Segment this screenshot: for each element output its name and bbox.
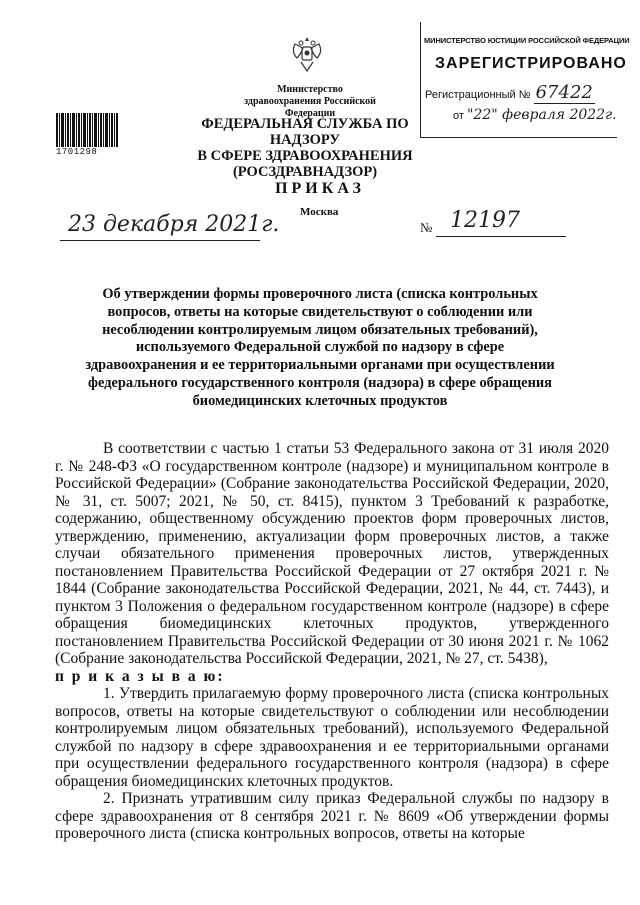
stamp-reg-label: Регистрационный № — [425, 89, 531, 101]
stamp-organization: МИНИСТЕРСТВО ЮСТИЦИИ РОССИЙСКОЙ ФЕДЕРАЦИИ — [424, 36, 630, 45]
ministry-name: Министерство здравоохранения Российской Федерации — [244, 84, 376, 119]
agency-line-2: В СФЕРЕ ЗДРАВООХРАНЕНИЯ — [197, 148, 413, 164]
barcode — [56, 113, 118, 147]
preamble-paragraph: В соответствии с частью 1 статьи 53 Федерального закона от 31 июля 2020 г. № 248-ФЗ «О государственном контроле (надзоре) и муниципальном контроле в Российской Федерации» (Собрание законодательства Российской Федерации, 2020, № 31, ст. 5007; 2021, № 50, ст. 8415), пунктом 3 Требований к разработке, содержанию, общественному обсуждению проектов форм проверочных листов, утверждению, применению, актуализации форм проверочных листов, а также случаи обязательного применения проверочных листов, утвержденных постановлением Правительства Российской Федерации от 27 октября 2021 г. № 1844 (Собрание законодательства Российской Федерации, 2021, № 44, ст. 7443), и пунктом 3 Положения о федеральном государственном контроле (надзоре) в сфере обращения биомедицинских клеточных продуктов, утвержденного постановлением Правительства Российской Федерации от 30 июня 2021 г. № 1062 (Собрание законодательства Российской Федерации, 2021, № 27, ст. 5438), — [55, 440, 609, 667]
agency-name — [170, 116, 440, 180]
stamp-from-label: от — [453, 110, 464, 122]
barcode-number: 1701298 — [56, 147, 98, 157]
stamp-reg-number-row — [425, 82, 595, 103]
document-date: 23 декабря 2021г. — [68, 212, 280, 237]
coat-of-arms-icon — [289, 34, 325, 74]
stamp-reg-number: 67422 — [535, 82, 593, 103]
document-city: Москва — [300, 206, 339, 218]
agency-line-1: ФЕДЕРАЛЬНАЯ СЛУЖБА ПО НАДЗОРУ — [201, 116, 409, 148]
order-word: п р и к а з ы в а ю: — [55, 667, 225, 685]
number-underline — [436, 236, 566, 237]
order-item-2: 2. Признать утратившим силу приказ Федеральной службы по надзору в сфере здравоохранения от 8 сентября 2021 г. № 8609 «Об утверждении формы проверочного листа (списка контрольных вопросов, ответы на которые — [55, 790, 609, 842]
document-title: Об утверждении формы проверочного листа (списка контрольных вопросов, ответы на которые свидетельствуют о соблюдении или несоблюдении контролируемым лицом обязательных требований), используемого Федеральной службой по надзору в сфере здравоохранения и ее территориальными органами при осуществлении федерального государственного контроля (надзора) в сфере обращения биомедицинских клеточных продуктов — [85, 286, 555, 409]
registration-stamp — [420, 22, 630, 137]
number-label: № — [420, 220, 433, 235]
date-underline — [60, 240, 260, 241]
document-body — [55, 440, 609, 843]
document-type: ПРИКАЗ — [275, 180, 365, 197]
stamp-date-row — [453, 107, 617, 123]
stamp-status: ЗАРЕГИСТРИРОВАНО — [435, 55, 627, 72]
document-number: 12197 — [450, 208, 520, 233]
stamp-reg-date: "22" февраля 2022г. — [466, 107, 617, 123]
order-item-1: 1. Утвердить прилагаемую форму проверочного листа (списка контрольных вопросов, ответы на которые свидетельствуют о соблюдении или несоблюдении контролируемым лицом обязательных требований), используемого Федеральной службой по надзору в сфере здравоохранения и ее территориальными органами при осуществлении федерального государственного контроля (надзора) в сфере обращения биомедицинских клеточных продуктов. — [55, 685, 609, 790]
agency-line-3: (РОСЗДРАВНАДЗОР) — [232, 164, 378, 180]
